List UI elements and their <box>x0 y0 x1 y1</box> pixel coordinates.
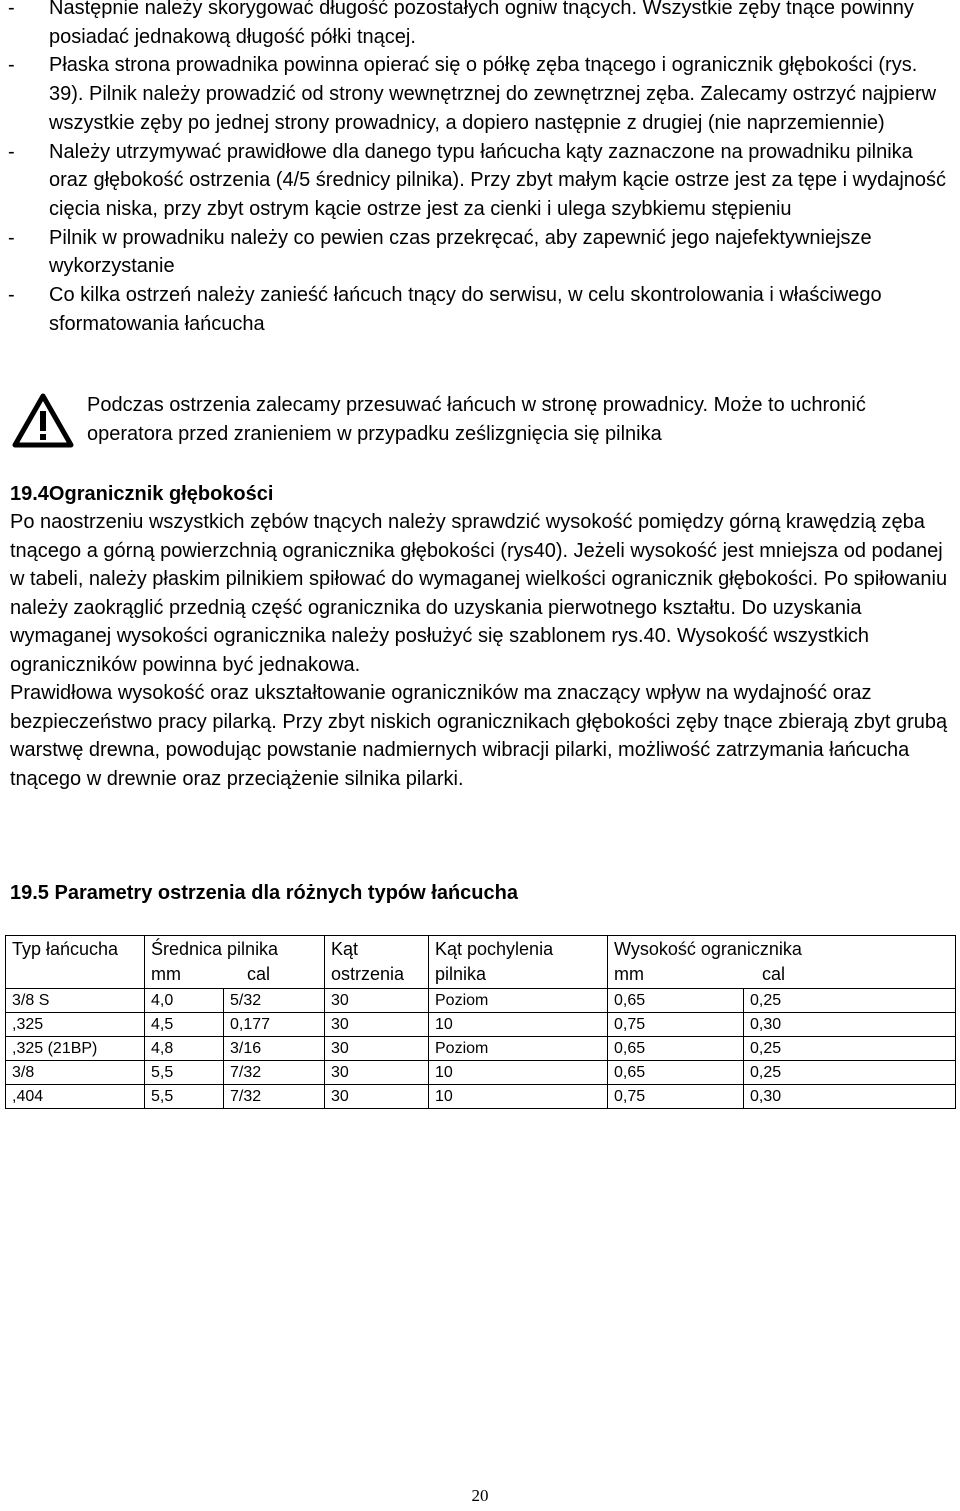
paragraph: Prawidłowa wysokość oraz ukształtowanie ograniczników ma znaczący wpływ na wydajność oraz bezpieczeństwo pracy pilarką. Przy zbyt niskich ogranicznikach głębokości zęby tnące zbierają zbyt grubą warstwę drewna, powodując powstanie nadmiernych wibracji pilarki, możliwość zatrzymania łańcucha tnącego w drewnie oraz przeciążenie silnika pilarki. <box>10 682 948 790</box>
section-heading-depth-limiter: 19.4Ogranicznik głębokości <box>10 483 274 505</box>
header-sharpening-angle: Kąt ostrzenia <box>325 936 429 989</box>
cell-chain-type: ,404 <box>6 1085 145 1109</box>
cell-tilt: Poziom <box>429 1037 608 1061</box>
cell-height-cal: 0,30 <box>744 1085 956 1109</box>
table-row <box>6 1013 956 1037</box>
cell-file-mm: 4,5 <box>145 1013 224 1037</box>
section-heading-sharpening-parameters: 19.5 Parametry ostrzenia dla różnych typów łańcucha <box>10 882 518 904</box>
cell-height-mm: 0,65 <box>608 989 744 1013</box>
cell-file-cal: 7/32 <box>224 1061 325 1085</box>
bullet-list <box>8 0 953 338</box>
table-row <box>6 1037 956 1061</box>
bullet-text: Pilnik w prowadniku należy co pewien czas przekręcać, aby zapewnić jego najefektywniejsze wykorzystanie <box>49 226 872 278</box>
cell-tilt: 10 <box>429 1013 608 1037</box>
cell-file-mm: 5,5 <box>145 1061 224 1085</box>
table-row <box>6 1061 956 1085</box>
cell-chain-type: 3/8 S <box>6 989 145 1013</box>
warning-text: Podczas ostrzenia zalecamy przesuwać łańcuch w stronę prowadnicy. Może to uchronić operatora przed zranieniem w przypadku ześlizgnięcia się pilnika <box>87 394 866 445</box>
cell-angle: 30 <box>325 1085 429 1109</box>
bullet-item <box>8 138 953 224</box>
table-row <box>6 1085 956 1109</box>
cell-chain-type: ,325 (21BP) <box>6 1037 145 1061</box>
header-file-diameter: Średnica pilnika mm cal <box>145 936 325 989</box>
warning-triangle-icon <box>12 393 74 449</box>
cell-height-mm: 0,75 <box>608 1085 744 1109</box>
cell-file-cal: 7/32 <box>224 1085 325 1109</box>
bullet-dash: - <box>8 284 15 307</box>
paragraph: Po naostrzeniu wszystkich zębów tnących należy sprawdzić wysokość pomiędzy górną krawędzią zęba tnącego a górną powierzchnią ogranicznika głębokości (rys40). Jeżeli wysokość jest mniejsza od podanej w tabeli, należy płaskim pilnikiem spiłować do wymaganej wielkości ogranicznik głębokości. Po spiłowaniu należy zaokrąglić przednią część ogranicznika do uzyskania pierwotnego kształtu. Do uzyskania wymaganej wysokości ogranicznika należy posłużyć się szablonem rys.40. Wysokość wszystkich ograniczników powinna być jednakowa. <box>10 511 948 676</box>
cell-file-mm: 4,0 <box>145 989 224 1013</box>
cell-height-cal: 0,25 <box>744 989 956 1013</box>
sharpening-parameters-table <box>5 935 956 1109</box>
cell-file-cal: 3/16 <box>224 1037 325 1061</box>
cell-file-mm: 4,8 <box>145 1037 224 1061</box>
bullet-text: Należy utrzymywać prawidłowe dla danego typu łańcucha kąty zaznaczone na prowadniku pilnika oraz głębokość ostrzenia (4/5 średnicy pilnika). Przy zbyt małym kącie ostrze jest za tępe i wydajność cięcia niska, przy zbyt ostrym kącie ostrze jest za cienki i ulega szybkiemu stępieniu <box>49 140 947 220</box>
table-row <box>6 989 956 1013</box>
cell-height-mm: 0,65 <box>608 1037 744 1061</box>
header-chain-type: Typ łańcucha <box>6 936 145 989</box>
cell-chain-type: 3/8 <box>6 1061 145 1085</box>
cell-angle: 30 <box>325 1037 429 1061</box>
cell-chain-type: ,325 <box>6 1013 145 1037</box>
page-number: 20 <box>471 1486 489 1505</box>
bullet-item <box>8 281 953 338</box>
cell-tilt: 10 <box>429 1085 608 1109</box>
cell-tilt: Poziom <box>429 989 608 1013</box>
cell-angle: 30 <box>325 1013 429 1037</box>
bullet-text: Następnie należy skorygować długość pozostałych ogniw tnących. Wszystkie zęby tnące powinny posiadać jednakową długość półki tnącej. <box>49 0 914 48</box>
bullet-dash: - <box>8 54 15 77</box>
cell-file-cal: 0,177 <box>224 1013 325 1037</box>
bullet-text: Co kilka ostrzeń należy zanieść łańcuch tnący do serwisu, w celu skontrolowania i właściwego sformatowania łańcucha <box>49 284 882 335</box>
cell-height-mm: 0,75 <box>608 1013 744 1037</box>
cell-height-mm: 0,65 <box>608 1061 744 1085</box>
cell-height-cal: 0,25 <box>744 1061 956 1085</box>
header-limiter-height: Wysokość ogranicznika mm cal <box>608 936 956 989</box>
bullet-dash: - <box>8 226 15 249</box>
cell-angle: 30 <box>325 1061 429 1085</box>
section-body-depth-limiter <box>10 508 955 793</box>
bullet-dash: - <box>8 0 15 19</box>
bullet-item <box>8 51 953 137</box>
bullet-text: Płaska strona prowadnika powinna opierać się o półkę zęba tnącego i ogranicznik głębokości (rys. 39). Pilnik należy prowadzić od strony wewnętrznej do zewnętrznej zęba. Zalecamy ostrzyć najpierw wszystkie zęby po jednej strony prowadnicy, a dopiero następnie z drugiej (nie naprzemiennie) <box>49 54 937 134</box>
warning-note <box>12 391 954 453</box>
cell-height-cal: 0,25 <box>744 1037 956 1061</box>
cell-height-cal: 0,30 <box>744 1013 956 1037</box>
cell-file-cal: 5/32 <box>224 989 325 1013</box>
header-file-tilt-angle: Kąt pochylenia pilnika <box>429 936 608 989</box>
table-header-row <box>6 936 956 989</box>
bullet-dash: - <box>8 140 15 163</box>
bullet-item <box>8 0 953 51</box>
cell-angle: 30 <box>325 989 429 1013</box>
bullet-item <box>8 224 953 281</box>
cell-file-mm: 5,5 <box>145 1085 224 1109</box>
cell-tilt: 10 <box>429 1061 608 1085</box>
